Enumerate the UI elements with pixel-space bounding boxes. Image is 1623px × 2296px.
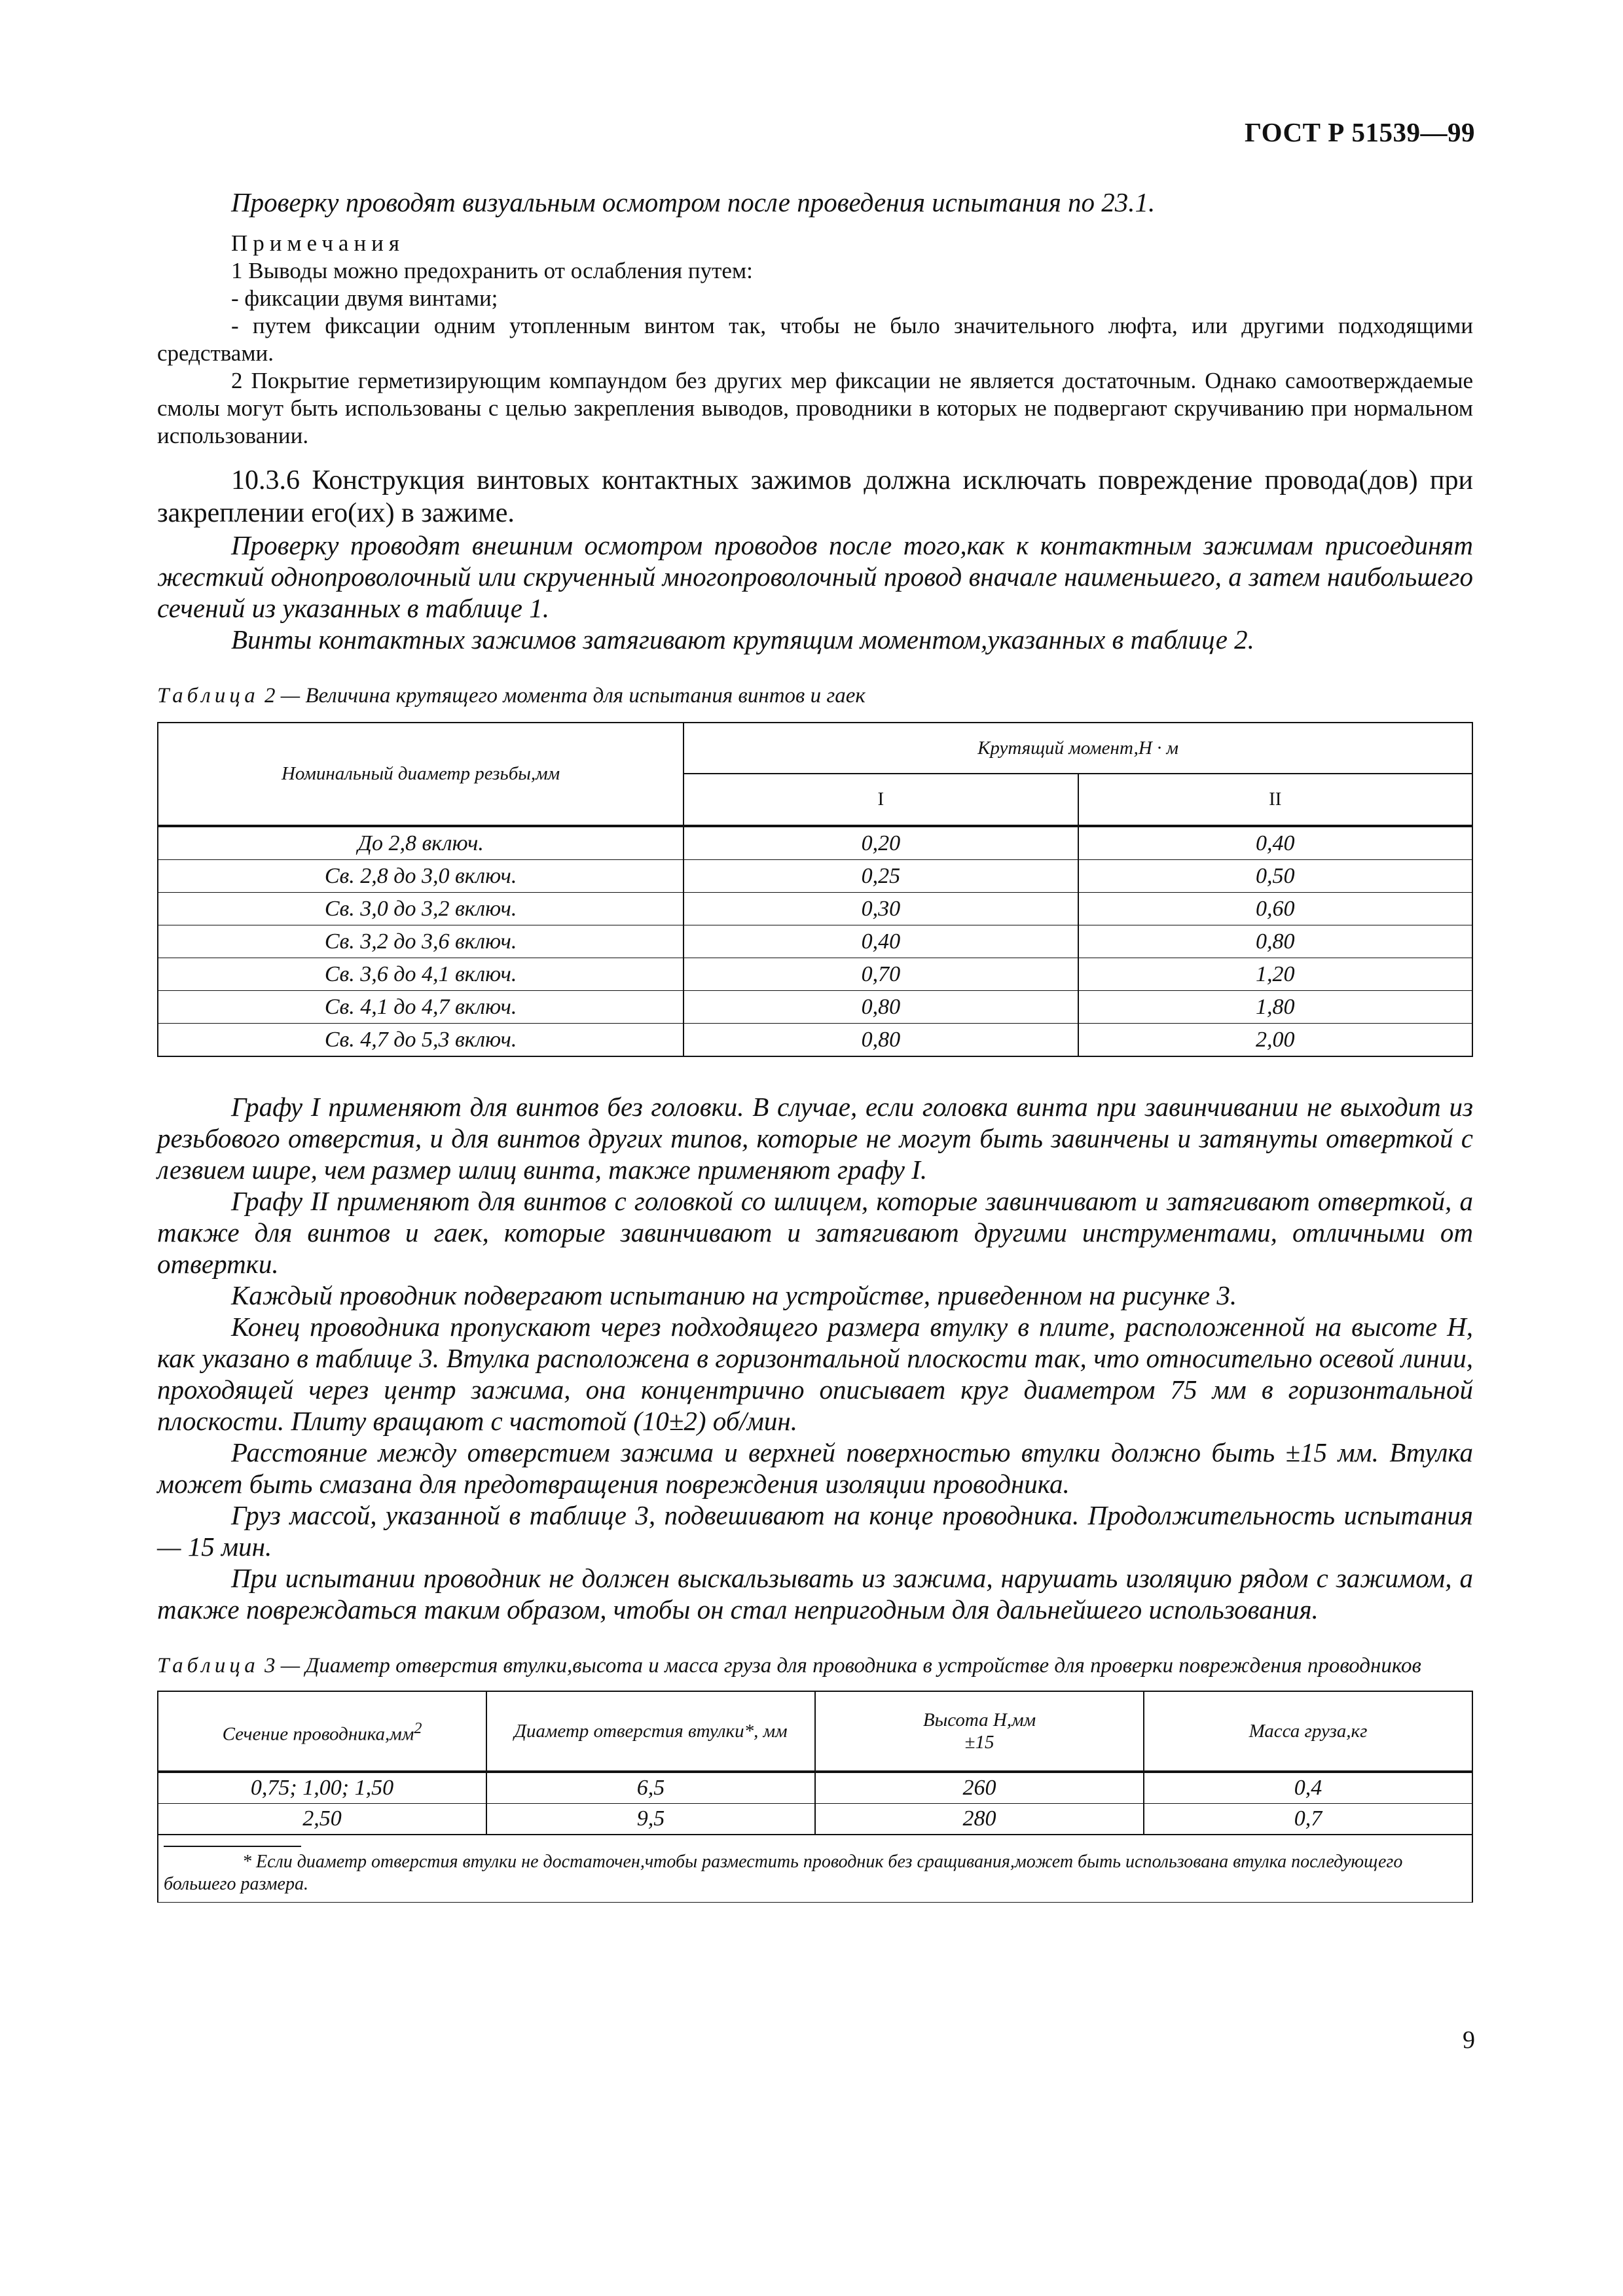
clause-check-paragraph: Проверку проводят внешним осмотром проводов после того,как к контактным зажимам присоединят жесткий однопроволочный или скрученный многопроволочный провод вначале наименьшего, а затем наибольшего сечений из указанных в таблице 1. — [157, 530, 1473, 623]
table-row — [158, 893, 1472, 925]
torque-table — [157, 722, 1473, 1057]
table-row — [158, 1804, 1472, 1835]
result-paragraph: При испытании проводник не должен выскальзывать из зажима, нарушать изоляцию рядом с зажимом, а также повреждаться таким образом, чтобы он стал непригодным для дальнейшего использования. — [157, 1563, 1473, 1624]
cell-diameter: Св. 3,0 до 3,2 включ. — [158, 893, 684, 925]
notes-title: Примечания — [231, 230, 405, 256]
table-row — [158, 925, 1472, 958]
table-2-caption — [157, 683, 1473, 709]
note-1-item-a: - фиксации двумя винтами; — [231, 285, 498, 311]
col-header-I: I — [684, 774, 1078, 826]
cell-torque-II: 2,00 — [1078, 1024, 1472, 1057]
visual-check-paragraph: Проверку проводят визуальным осмотром после проведения испытания по 23.1. — [231, 187, 1156, 217]
cell-torque-I: 0,80 — [684, 1024, 1078, 1057]
table-row — [158, 958, 1472, 991]
column-I-paragraph: Графу I применяют для винтов без головки. В случае, если головка винта при завинчивании не выходит из резьбового отверстия, и для винтов других типов, которые не могут быть завинчены и затянуты отверткой с лезвием шире, чем размер шлиц винта, также применяют графу I. — [157, 1092, 1473, 1185]
page-number: 9 — [1463, 2026, 1475, 2054]
distance-paragraph: Расстояние между отверстием зажима и верхней поверхностью втулки должно быть ±15 мм. Втулка может быть смазана для предотвращения повреждения изоляции проводника. — [157, 1437, 1473, 1499]
cell-mass: 0,7 — [1144, 1804, 1472, 1835]
cell-section: 0,75; 1,00; 1,50 — [158, 1772, 486, 1804]
table-3-caption — [157, 1653, 1473, 1679]
test-device-paragraph: Каждый проводник подвергают испытанию на устройстве, приведенном на рисунке 3. — [231, 1280, 1237, 1310]
cell-torque-II: 0,50 — [1078, 860, 1472, 893]
cell-height: 280 — [815, 1804, 1144, 1835]
table-row — [158, 991, 1472, 1024]
table-row — [158, 1024, 1472, 1057]
col-header-section: Сечение $проводника,мм^2$ — [158, 1691, 486, 1772]
cell-torque-II: 1,80 — [1078, 991, 1472, 1024]
cell-torque-I: 0,80 — [684, 991, 1078, 1024]
cell-torque-II: 0,80 — [1078, 925, 1472, 958]
cell-diameter: Св. 4,1 до 4,7 включ. — [158, 991, 684, 1024]
table-row — [158, 1772, 1472, 1804]
col-header-diameter: Номинальный диаметр резьбы,мм — [158, 723, 684, 826]
cell-torque-II: 0,60 — [1078, 893, 1472, 925]
cell-torque-I: 0,20 — [684, 826, 1078, 860]
clause-torque-paragraph: Винты контактных зажимов затягивают крутящим моментом,указанных в таблице 2. — [231, 624, 1254, 655]
cell-torque-I: 0,70 — [684, 958, 1078, 991]
cell-diameter: Св. 4,7 до 5,3 включ. — [158, 1024, 684, 1057]
cell-diameter: Св. 3,6 до 4,1 включ. — [158, 958, 684, 991]
cell-torque-I: 0,30 — [684, 893, 1078, 925]
clause-10-3-6: 10.3.6 Конструкция винтовых контактных зажимов должна исключать повреждение провода(дов) при закреплении его(их) в зажиме. — [157, 465, 1473, 528]
document-code-header: ГОСТ Р 51539—99 — [1245, 117, 1475, 147]
table-3-caption-text: 3 — Диаметр отверстия втулки,высота и масса груза для проводника в устройстве для проверки повреждения проводников — [259, 1654, 1421, 1677]
cell-torque-II: 1,20 — [1078, 958, 1472, 991]
cell-hole: 9,5 — [486, 1804, 815, 1835]
table-3-caption-label: Таблица — [157, 1654, 259, 1677]
cell-diameter: До 2,8 включ. — [158, 826, 684, 860]
cell-mass: 0,4 — [1144, 1772, 1472, 1804]
col-header-II: II — [1078, 774, 1472, 826]
cell-section: 2,50 — [158, 1804, 486, 1835]
table-2-caption-text: 2 — Величина крутящего момента для испытания винтов и гаек — [259, 684, 866, 708]
cell-hole: 6,5 — [486, 1772, 815, 1804]
cell-torque-II: 0,40 — [1078, 826, 1472, 860]
bushing-table — [157, 1691, 1473, 1903]
table-row — [158, 860, 1472, 893]
note-2: 2 Покрытие герметизирующим компаундом без других мер фиксации не является достаточным. Однако самоотверждаемые смолы могут быть использованы с целью закрепления выводов, проводники в которых не подвергают скручиванию при нормальном использовании. — [157, 368, 1473, 448]
footnote-text: * Если диаметр отверстия втулки не достаточен,чтобы разместить проводник без сращивания,может быть использована втулка последующего большего размера. — [164, 1852, 1403, 1894]
column-II-paragraph: Графу II применяют для винтов с головкой со шлицем, которые завинчивают и затягивают отверткой, а также для винтов и гаек, которые завинчивают и затягивают другими инструментами, отличными от отвертки. — [157, 1186, 1473, 1279]
cell-diameter: Св. 2,8 до 3,0 включ. — [158, 860, 684, 893]
note-1-item-b: - путем фиксации одним утопленным винтом так, чтобы не было значительного люфта, или другими подходящими средствами. — [157, 313, 1473, 366]
cell-diameter: Св. 3,2 до 3,6 включ. — [158, 925, 684, 958]
bushing-paragraph: Конец проводника пропускают через подходящего размера втулку в плите, расположенной на высоте Н, как указано в таблице 3. Втулка расположена в горизонтальной плоскости так, что относительно осевой линии, проходящей через центр зажима, она концентрично описывает круг диаметром 75 мм в горизонтальной плоскости. Плиту вращают с частотой (10±2) об/мин. — [157, 1312, 1473, 1436]
note-1: 1 Выводы можно предохранить от ослабления путем: — [231, 258, 753, 283]
table-row — [158, 826, 1472, 860]
cell-height: 260 — [815, 1772, 1144, 1804]
table-3-footnote — [158, 1835, 1472, 1903]
footnote-rule — [164, 1846, 301, 1847]
col-header-height: Высота Н,мм ±15 — [815, 1691, 1144, 1772]
cell-torque-I: 0,40 — [684, 925, 1078, 958]
table-2-caption-label: Таблица — [157, 684, 259, 708]
col-header-mass: Масса груза,кг — [1144, 1691, 1472, 1772]
superscript-2: 2 — [414, 1719, 422, 1737]
col-header-torque: Крутящий момент,Н · м — [684, 723, 1472, 774]
weight-paragraph: Груз массой, указанной в таблице 3, подвешивают на конце проводника. Продолжительность испытания — 15 мин. — [157, 1500, 1473, 1562]
cell-torque-I: 0,25 — [684, 860, 1078, 893]
page-content — [157, 187, 1473, 1903]
col-header-hole: Диаметр отверстия втулки*, мм — [486, 1691, 815, 1772]
